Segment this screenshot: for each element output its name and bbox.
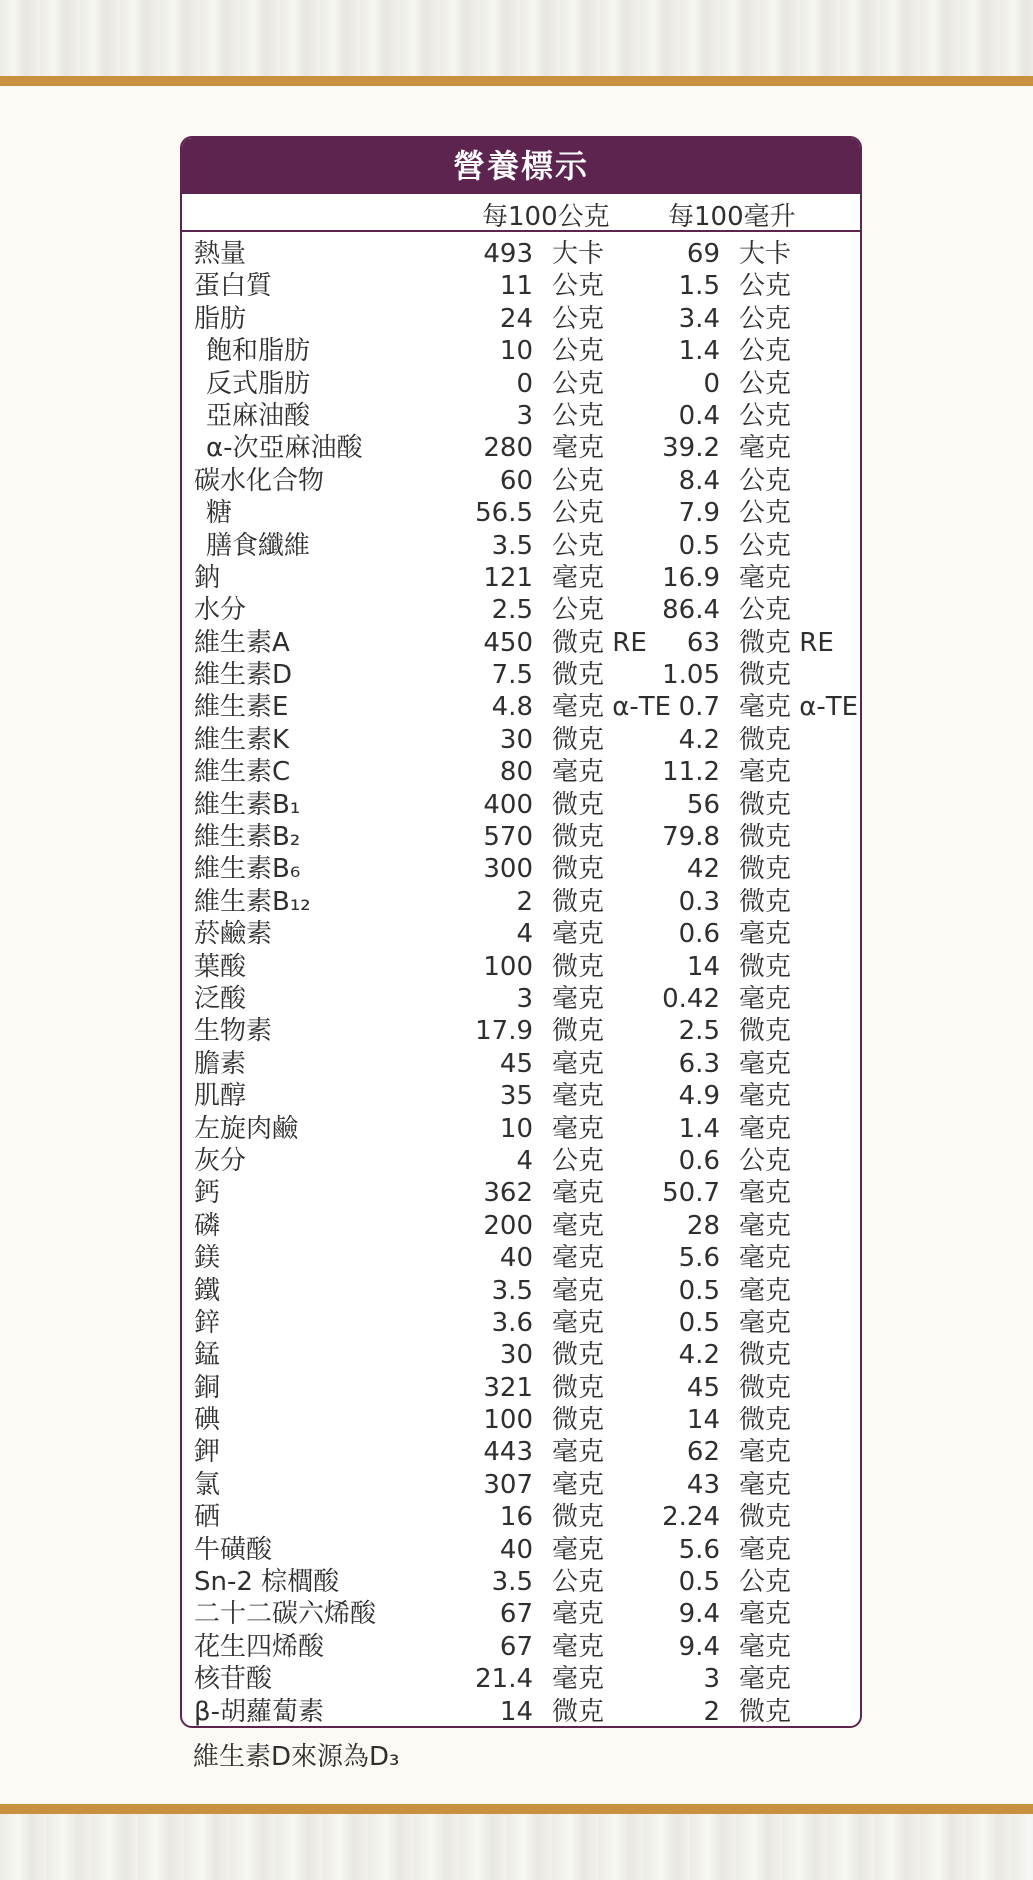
table-row <box>182 1663 860 1695</box>
value-per-100g: 14 <box>499 1696 533 1727</box>
value-per-100g: 21.4 <box>475 1664 533 1695</box>
value-per-100g: 4 <box>516 919 533 950</box>
nutrient-name: 二十二碳六烯酸 <box>194 1599 377 1630</box>
nutrient-name: 鋅 <box>194 1307 221 1338</box>
unit-per-100ml: 毫克 <box>739 983 792 1014</box>
table-row <box>182 789 860 821</box>
table-row <box>182 465 860 497</box>
unit-per-100g: 毫克 <box>552 1307 605 1338</box>
value-per-100ml: 69 <box>686 239 720 269</box>
value-per-100g: 40 <box>499 1243 533 1274</box>
nutrient-name: 熱量 <box>194 239 247 269</box>
unit-per-100ml: 微克 <box>739 789 792 820</box>
table-row <box>182 1210 860 1242</box>
nutrient-name: α-次亞麻油酸 <box>206 433 363 464</box>
value-per-100ml: 14 <box>686 1405 720 1436</box>
value-per-100ml: 5.6 <box>678 1534 720 1565</box>
nutrient-name: 反式脂肪 <box>206 368 311 399</box>
unit-per-100g: 毫克 <box>552 1048 605 1079</box>
value-per-100g: 307 <box>483 1469 533 1500</box>
unit-per-100g: 毫克 <box>552 1081 605 1112</box>
unit-per-100ml: 微克 <box>739 1016 792 1047</box>
table-row <box>182 1048 860 1080</box>
nutrient-name: 蛋白質 <box>194 271 273 302</box>
unit-per-100g: 公克 <box>552 336 605 367</box>
nutrient-name: 維生素B₆ <box>194 854 301 885</box>
nutrient-name: 維生素B₁₂ <box>194 886 311 917</box>
table-row <box>182 1404 860 1436</box>
value-per-100g: 4.8 <box>491 692 533 723</box>
value-per-100ml: 2.5 <box>678 1016 720 1047</box>
table-row <box>182 1501 860 1533</box>
value-per-100g: 2 <box>516 886 533 917</box>
bottom-gold-rule <box>0 1804 1033 1814</box>
unit-per-100g: 毫克 <box>552 1113 605 1144</box>
unit-per-100ml: 公克 <box>739 595 792 626</box>
value-per-100ml: 50.7 <box>662 1178 720 1209</box>
unit-per-100g: 毫克 <box>552 919 605 950</box>
unit-per-100g: 微克 <box>552 1405 605 1436</box>
unit-per-100g: 微克 <box>552 886 605 917</box>
nutrient-name: 硒 <box>194 1502 221 1533</box>
column-header-row <box>182 194 860 232</box>
value-per-100g: 443 <box>483 1437 533 1468</box>
value-per-100g: 493 <box>483 239 533 269</box>
table-row <box>182 1275 860 1307</box>
value-per-100ml: 42 <box>686 854 720 885</box>
unit-per-100ml: 毫克 <box>739 1113 792 1144</box>
table-row <box>182 821 860 853</box>
value-per-100g: 300 <box>483 854 533 885</box>
nutrient-name: 核苷酸 <box>194 1664 273 1695</box>
value-per-100ml: 1.4 <box>678 336 720 367</box>
table-row <box>182 1145 860 1177</box>
unit-per-100g: 毫克 <box>552 1469 605 1500</box>
unit-per-100g: 微克 <box>552 1696 605 1727</box>
nutrient-name: 鈣 <box>194 1178 221 1209</box>
unit-per-100g: 微克 <box>552 854 605 885</box>
unit-per-100ml: 毫克 <box>739 1307 792 1338</box>
unit-per-100g: 公克 <box>552 530 605 561</box>
unit-per-100g: 毫克 α-TE <box>552 692 672 723</box>
table-row <box>182 724 860 756</box>
nutrient-name: 花生四烯酸 <box>194 1631 325 1662</box>
unit-per-100ml: 毫克 <box>739 1048 792 1079</box>
value-per-100ml: 1.5 <box>678 271 720 302</box>
unit-per-100ml: 微克 <box>739 1340 792 1371</box>
value-per-100ml: 11.2 <box>662 757 720 788</box>
value-per-100g: 30 <box>499 1340 533 1371</box>
unit-per-100g: 微克 <box>552 951 605 982</box>
value-per-100g: 3.6 <box>491 1307 533 1338</box>
table-row <box>182 1113 860 1145</box>
nutrient-name: 鐵 <box>194 1275 221 1306</box>
value-per-100g: 200 <box>483 1210 533 1241</box>
unit-per-100g: 毫克 <box>552 1631 605 1662</box>
nutrient-rows <box>182 232 860 1728</box>
table-row <box>182 303 860 335</box>
unit-per-100g: 毫克 <box>552 1664 605 1695</box>
nutrient-name: 左旋肉鹼 <box>194 1113 299 1144</box>
value-per-100g: 67 <box>499 1599 533 1630</box>
unit-per-100g: 毫克 <box>552 1275 605 1306</box>
table-row <box>182 1372 860 1404</box>
unit-per-100ml: 公克 <box>739 368 792 399</box>
value-per-100g: 100 <box>483 1405 533 1436</box>
value-per-100ml: 9.4 <box>678 1631 720 1662</box>
nutrient-name: 維生素K <box>194 724 290 755</box>
value-per-100g: 11 <box>499 271 533 302</box>
value-per-100ml: 0.7 <box>678 692 720 723</box>
value-per-100g: 17.9 <box>475 1016 533 1047</box>
table-row <box>182 1436 860 1468</box>
value-per-100ml: 62 <box>686 1437 720 1468</box>
value-per-100g: 56.5 <box>475 498 533 529</box>
nutrient-name: 鎂 <box>194 1243 221 1274</box>
nutrient-name: 牛磺酸 <box>194 1534 273 1565</box>
nutrient-name: 葉酸 <box>194 951 247 982</box>
value-per-100ml: 0.4 <box>678 400 720 431</box>
unit-per-100ml: 公克 <box>739 271 792 302</box>
bottom-texture-band <box>0 1814 1033 1880</box>
unit-per-100ml: 微克 <box>739 951 792 982</box>
value-per-100ml: 79.8 <box>662 822 720 853</box>
unit-per-100g: 公克 <box>552 400 605 431</box>
unit-per-100g: 微克 <box>552 1340 605 1371</box>
unit-per-100ml: 毫克 <box>739 1631 792 1662</box>
unit-per-100ml: 毫克 <box>739 757 792 788</box>
table-row <box>182 1566 860 1598</box>
nutrient-name: 鉀 <box>194 1437 221 1468</box>
table-row <box>182 400 860 432</box>
unit-per-100ml: 毫克 <box>739 919 792 950</box>
value-per-100g: 3.5 <box>491 1275 533 1306</box>
unit-per-100ml: 公克 <box>739 465 792 496</box>
value-per-100g: 7.5 <box>491 660 533 691</box>
table-row <box>182 432 860 464</box>
table-row <box>182 1534 860 1566</box>
unit-per-100ml: 公克 <box>739 400 792 431</box>
value-per-100g: 30 <box>499 724 533 755</box>
unit-per-100ml: 毫克 <box>739 1534 792 1565</box>
value-per-100g: 35 <box>499 1081 533 1112</box>
table-row <box>182 1696 860 1728</box>
unit-per-100ml: 微克 <box>739 822 792 853</box>
column-header-per-100ml: 每100毫升 <box>668 202 796 232</box>
unit-per-100g: 微克 <box>552 1372 605 1403</box>
table-row <box>182 1307 860 1339</box>
unit-per-100ml: 微克 <box>739 854 792 885</box>
table-row <box>182 238 860 270</box>
table-row <box>182 659 860 691</box>
unit-per-100ml: 微克 <box>739 886 792 917</box>
table-row <box>182 1598 860 1630</box>
unit-per-100ml: 毫克 <box>739 433 792 464</box>
unit-per-100ml: 毫克 <box>739 1469 792 1500</box>
value-per-100g: 3.5 <box>491 1567 533 1598</box>
value-per-100ml: 0.42 <box>662 983 720 1014</box>
value-per-100ml: 56 <box>686 789 720 820</box>
nutrient-name: 磷 <box>194 1210 221 1241</box>
value-per-100ml: 9.4 <box>678 1599 720 1630</box>
unit-per-100g: 毫克 <box>552 1599 605 1630</box>
value-per-100g: 100 <box>483 951 533 982</box>
table-row <box>182 1242 860 1274</box>
value-per-100ml: 1.05 <box>662 660 720 691</box>
unit-per-100ml: 公克 <box>739 1567 792 1598</box>
value-per-100g: 45 <box>499 1048 533 1079</box>
unit-per-100g: 公克 <box>552 498 605 529</box>
unit-per-100ml: 毫克 <box>739 1275 792 1306</box>
value-per-100ml: 0.5 <box>678 1275 720 1306</box>
unit-per-100g: 微克 RE <box>552 627 647 658</box>
value-per-100ml: 5.6 <box>678 1243 720 1274</box>
unit-per-100g: 毫克 <box>552 1437 605 1468</box>
unit-per-100ml: 公克 <box>739 498 792 529</box>
unit-per-100g: 公克 <box>552 595 605 626</box>
table-row <box>182 562 860 594</box>
value-per-100g: 10 <box>499 1113 533 1144</box>
unit-per-100g: 公克 <box>552 303 605 334</box>
unit-per-100ml: 毫克 <box>739 1599 792 1630</box>
value-per-100g: 450 <box>483 627 533 658</box>
unit-per-100g: 公克 <box>552 465 605 496</box>
value-per-100g: 16 <box>499 1502 533 1533</box>
unit-per-100g: 微克 <box>552 660 605 691</box>
unit-per-100ml: 毫克 <box>739 1178 792 1209</box>
value-per-100g: 2.5 <box>491 595 533 626</box>
table-row <box>182 1080 860 1112</box>
unit-per-100ml: 微克 <box>739 724 792 755</box>
value-per-100ml: 0.6 <box>678 919 720 950</box>
nutrient-name: 鈉 <box>194 562 221 593</box>
value-per-100g: 80 <box>499 757 533 788</box>
nutrient-name: 糖 <box>206 498 233 529</box>
unit-per-100ml: 毫克 <box>739 1437 792 1468</box>
unit-per-100g: 微克 <box>552 1016 605 1047</box>
unit-per-100g: 微克 <box>552 1502 605 1533</box>
unit-per-100g: 微克 <box>552 789 605 820</box>
table-row <box>182 1339 860 1371</box>
nutrient-name: 銅 <box>194 1372 221 1403</box>
unit-per-100ml: 毫克 α-TE <box>739 692 859 723</box>
value-per-100ml: 0.5 <box>678 530 720 561</box>
unit-per-100g: 毫克 <box>552 1210 605 1241</box>
unit-per-100g: 公克 <box>552 1145 605 1176</box>
value-per-100ml: 14 <box>686 951 720 982</box>
unit-per-100ml: 公克 <box>739 1145 792 1176</box>
value-per-100ml: 3.4 <box>678 303 720 334</box>
top-gold-rule <box>0 76 1033 86</box>
value-per-100ml: 2 <box>703 1696 720 1727</box>
table-row <box>182 1631 860 1663</box>
value-per-100g: 321 <box>483 1372 533 1403</box>
value-per-100ml: 4.2 <box>678 724 720 755</box>
value-per-100g: 3 <box>516 400 533 431</box>
value-per-100g: 280 <box>483 433 533 464</box>
table-row <box>182 1469 860 1501</box>
nutrient-name: 維生素D <box>194 660 293 691</box>
value-per-100ml: 63 <box>686 627 720 658</box>
nutrient-name: 維生素E <box>194 692 289 723</box>
table-row <box>182 691 860 723</box>
nutrient-name: 亞麻油酸 <box>206 400 311 431</box>
unit-per-100ml: 公克 <box>739 530 792 561</box>
unit-per-100ml: 毫克 <box>739 1664 792 1695</box>
unit-per-100ml: 毫克 <box>739 1243 792 1274</box>
unit-per-100g: 毫克 <box>552 562 605 593</box>
unit-per-100ml: 公克 <box>739 303 792 334</box>
nutrient-name: 維生素A <box>194 627 290 658</box>
table-row <box>182 530 860 562</box>
nutrient-name: 膳食纖維 <box>206 530 311 561</box>
unit-per-100g: 公克 <box>552 368 605 399</box>
unit-per-100ml: 微克 <box>739 1405 792 1436</box>
table-row <box>182 853 860 885</box>
value-per-100g: 40 <box>499 1534 533 1565</box>
nutrient-name: 維生素B₂ <box>194 822 301 853</box>
unit-per-100ml: 微克 <box>739 1502 792 1533</box>
unit-per-100g: 公克 <box>552 271 605 302</box>
value-per-100ml: 0.5 <box>678 1307 720 1338</box>
nutrient-name: 維生素B₁ <box>194 789 301 820</box>
value-per-100ml: 6.3 <box>678 1048 720 1079</box>
value-per-100ml: 43 <box>686 1469 720 1500</box>
unit-per-100g: 毫克 <box>552 983 605 1014</box>
table-row <box>182 886 860 918</box>
nutrient-name: 肌醇 <box>194 1081 247 1112</box>
value-per-100ml: 4.9 <box>678 1081 720 1112</box>
table-row <box>182 1015 860 1047</box>
value-per-100g: 24 <box>499 303 533 334</box>
value-per-100g: 3.5 <box>491 530 533 561</box>
unit-per-100g: 大卡 <box>552 239 605 269</box>
table-row <box>182 497 860 529</box>
value-per-100g: 4 <box>516 1145 533 1176</box>
nutrient-name: 錳 <box>194 1340 221 1371</box>
value-per-100ml: 86.4 <box>662 595 720 626</box>
nutrient-name: 飽和脂肪 <box>206 336 311 367</box>
value-per-100ml: 39.2 <box>662 433 720 464</box>
value-per-100g: 0 <box>516 368 533 399</box>
table-row <box>182 627 860 659</box>
nutrient-name: 氯 <box>194 1469 221 1500</box>
value-per-100ml: 2.24 <box>662 1502 720 1533</box>
unit-per-100ml: 大卡 <box>739 239 792 269</box>
nutrient-name: 碘 <box>194 1405 221 1436</box>
value-per-100ml: 4.2 <box>678 1340 720 1371</box>
nutrient-name: 水分 <box>194 595 247 626</box>
unit-per-100g: 毫克 <box>552 1243 605 1274</box>
footnote: 維生素D來源為D₃ <box>193 1742 400 1772</box>
unit-per-100g: 毫克 <box>552 1534 605 1565</box>
value-per-100ml: 0 <box>703 368 720 399</box>
table-row <box>182 270 860 302</box>
unit-per-100ml: 公克 <box>739 336 792 367</box>
value-per-100ml: 7.9 <box>678 498 720 529</box>
value-per-100ml: 0.5 <box>678 1567 720 1598</box>
unit-per-100g: 毫克 <box>552 757 605 788</box>
value-per-100g: 3 <box>516 983 533 1014</box>
value-per-100g: 67 <box>499 1631 533 1662</box>
value-per-100ml: 1.4 <box>678 1113 720 1144</box>
value-per-100ml: 28 <box>686 1210 720 1241</box>
value-per-100ml: 45 <box>686 1372 720 1403</box>
unit-per-100g: 微克 <box>552 822 605 853</box>
column-header-per-100g: 每100公克 <box>482 202 610 232</box>
unit-per-100ml: 微克 <box>739 1696 792 1727</box>
table-row <box>182 368 860 400</box>
value-per-100ml: 16.9 <box>662 562 720 593</box>
unit-per-100g: 公克 <box>552 1567 605 1598</box>
value-per-100g: 10 <box>499 336 533 367</box>
nutrition-panel <box>180 136 862 1728</box>
top-texture-band <box>0 0 1033 76</box>
table-row <box>182 1177 860 1209</box>
value-per-100ml: 0.3 <box>678 886 720 917</box>
table-row <box>182 756 860 788</box>
unit-per-100ml: 微克 <box>739 660 792 691</box>
value-per-100g: 400 <box>483 789 533 820</box>
nutrient-name: 菸鹼素 <box>194 919 273 950</box>
nutrient-name: β-胡蘿蔔素 <box>194 1696 324 1727</box>
nutrient-name: Sn-2 棕櫚酸 <box>194 1567 340 1598</box>
nutrient-name: 生物素 <box>194 1016 273 1047</box>
nutrient-name: 膽素 <box>194 1048 247 1079</box>
value-per-100ml: 8.4 <box>678 465 720 496</box>
table-row <box>182 335 860 367</box>
value-per-100ml: 3 <box>703 1664 720 1695</box>
nutrient-name: 泛酸 <box>194 983 247 1014</box>
nutrient-name: 灰分 <box>194 1145 247 1176</box>
unit-per-100g: 微克 <box>552 724 605 755</box>
nutrient-name: 維生素C <box>194 757 291 788</box>
value-per-100g: 362 <box>483 1178 533 1209</box>
unit-per-100ml: 毫克 <box>739 1081 792 1112</box>
table-row <box>182 918 860 950</box>
panel-title: 營養標示 <box>182 138 860 194</box>
table-row <box>182 594 860 626</box>
value-per-100g: 60 <box>499 465 533 496</box>
table-row <box>182 951 860 983</box>
unit-per-100ml: 毫克 <box>739 1210 792 1241</box>
unit-per-100ml: 毫克 <box>739 562 792 593</box>
nutrient-name: 碳水化合物 <box>194 465 325 496</box>
table-row <box>182 983 860 1015</box>
value-per-100ml: 0.6 <box>678 1145 720 1176</box>
nutrient-name: 脂肪 <box>194 303 247 334</box>
unit-per-100g: 毫克 <box>552 1178 605 1209</box>
value-per-100g: 570 <box>483 822 533 853</box>
value-per-100g: 121 <box>483 562 533 593</box>
unit-per-100ml: 微克 <box>739 1372 792 1403</box>
unit-per-100g: 毫克 <box>552 433 605 464</box>
unit-per-100ml: 微克 RE <box>739 627 834 658</box>
